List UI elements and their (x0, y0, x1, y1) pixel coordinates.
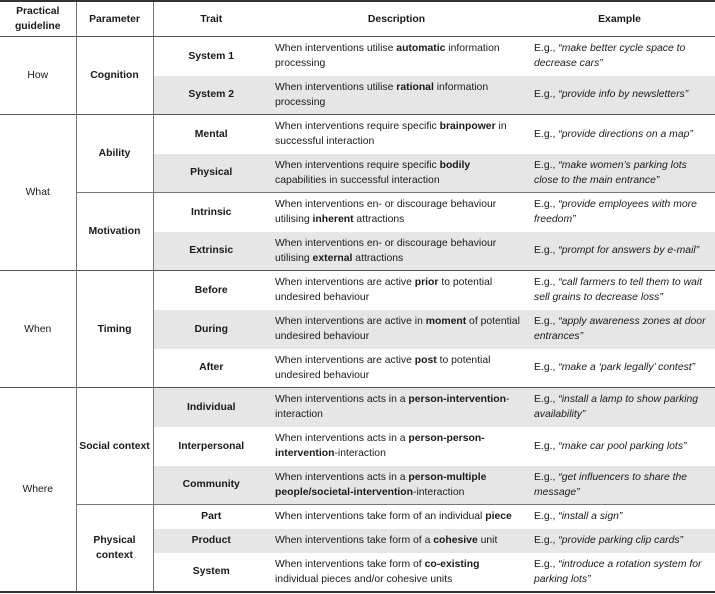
description-cell: When interventions take form of a cohesive unit (269, 529, 524, 553)
header-description: Description (269, 1, 524, 37)
parameter-ability: Ability (76, 115, 153, 193)
description-cell: When interventions are active prior to potential undesired behaviour (269, 271, 524, 310)
example-cell: E.g., “apply awareness zones at door entrances” (524, 310, 715, 349)
parameter-physical-context: Physical context (76, 505, 153, 592)
example-cell: E.g., “make car pool parking lots” (534, 440, 687, 452)
header-row (0, 1, 715, 37)
description-cell: When interventions are active in moment of potential undesired behaviour (269, 310, 524, 349)
trait-cell: After (199, 362, 224, 374)
example-cell: E.g., “install a lamp to show parking availability” (524, 388, 715, 427)
example-cell: E.g., “make better cycle space to decrease cars” (524, 37, 715, 76)
header-example: Example (524, 1, 715, 37)
guideline-when: When (0, 271, 76, 388)
trait-cell: Part (153, 505, 269, 529)
trait-cell: During (153, 310, 269, 349)
table-row (0, 388, 715, 427)
trait-cell: Physical (153, 154, 269, 193)
guideline-where: Where (0, 388, 76, 592)
description-cell: When interventions utilise automatic information processing (269, 37, 524, 76)
description-cell: When interventions acts in a person-multiple people/societal-intervention-interaction (269, 466, 524, 505)
description-cell: When interventions require specific bodily capabilities in successful interaction (269, 154, 524, 193)
trait-cell: Extrinsic (153, 232, 269, 271)
example-cell: E.g., “call farmers to tell them to wait sell grains to decrease loss” (524, 271, 715, 310)
trait-cell: System (153, 553, 269, 592)
example-cell: E.g., “prompt for answers by e-mail” (524, 232, 715, 271)
trait-cell: System 2 (153, 76, 269, 115)
parameter-cognition: Cognition (76, 37, 153, 115)
trait-cell: Interpersonal (178, 440, 245, 452)
table-row (0, 193, 715, 232)
example-cell: E.g., “provide parking clip cards” (524, 529, 715, 553)
guideline-how: How (0, 37, 76, 115)
trait-cell: Intrinsic (153, 193, 269, 232)
example-cell: E.g., “make a ‘park legally’ contest” (534, 362, 696, 374)
trait-cell: Mental (153, 115, 269, 154)
table-row (0, 505, 715, 529)
guideline-what: What (0, 115, 76, 271)
table-row (0, 271, 715, 310)
table-row (0, 37, 715, 76)
description-cell: When interventions take form of co-existing individual pieces and/or cohesive units (269, 553, 524, 592)
header-parameter: Parameter (76, 1, 153, 37)
parameter-motivation: Motivation (76, 193, 153, 271)
example-cell: E.g., “provide info by newsletters” (524, 76, 715, 115)
description-cell: When interventions utilise rational information processing (269, 76, 524, 115)
parameter-social-context: Social context (76, 388, 153, 505)
table-row (0, 115, 715, 154)
example-cell: E.g., “introduce a rotation system for parking lots” (524, 553, 715, 592)
description-cell: When interventions en- or discourage behaviour utilising inherent attractions (269, 193, 524, 232)
parameter-timing: Timing (76, 271, 153, 388)
header-guideline: Practical guideline (0, 1, 76, 37)
description-cell: When interventions take form of an individual piece (269, 505, 524, 529)
example-cell: E.g., “make women’s parking lots close to the main entrance” (524, 154, 715, 193)
trait-cell: Community (153, 466, 269, 505)
example-cell: E.g., “install a sign” (524, 505, 715, 529)
description-cell: When interventions are active post to potential undesired behaviour (275, 354, 491, 381)
header-trait: Trait (153, 1, 269, 37)
description-cell: When interventions en- or discourage behaviour utilising external attractions (269, 232, 524, 271)
trait-cell: Individual (153, 388, 269, 427)
example-cell: E.g., “get influencers to share the message” (524, 466, 715, 505)
example-cell: E.g., “provide directions on a map” (524, 115, 715, 154)
description-cell: When interventions require specific brainpower in successful interaction (269, 115, 524, 154)
trait-cell: System 1 (153, 37, 269, 76)
trait-cell: Before (153, 271, 269, 310)
example-cell: E.g., “provide employees with more freedom” (524, 193, 715, 232)
trait-cell: Product (153, 529, 269, 553)
description-cell: When interventions acts in a person-person-intervention-interaction (275, 433, 485, 459)
description-cell: When interventions acts in a person-intervention-interaction (269, 388, 524, 427)
